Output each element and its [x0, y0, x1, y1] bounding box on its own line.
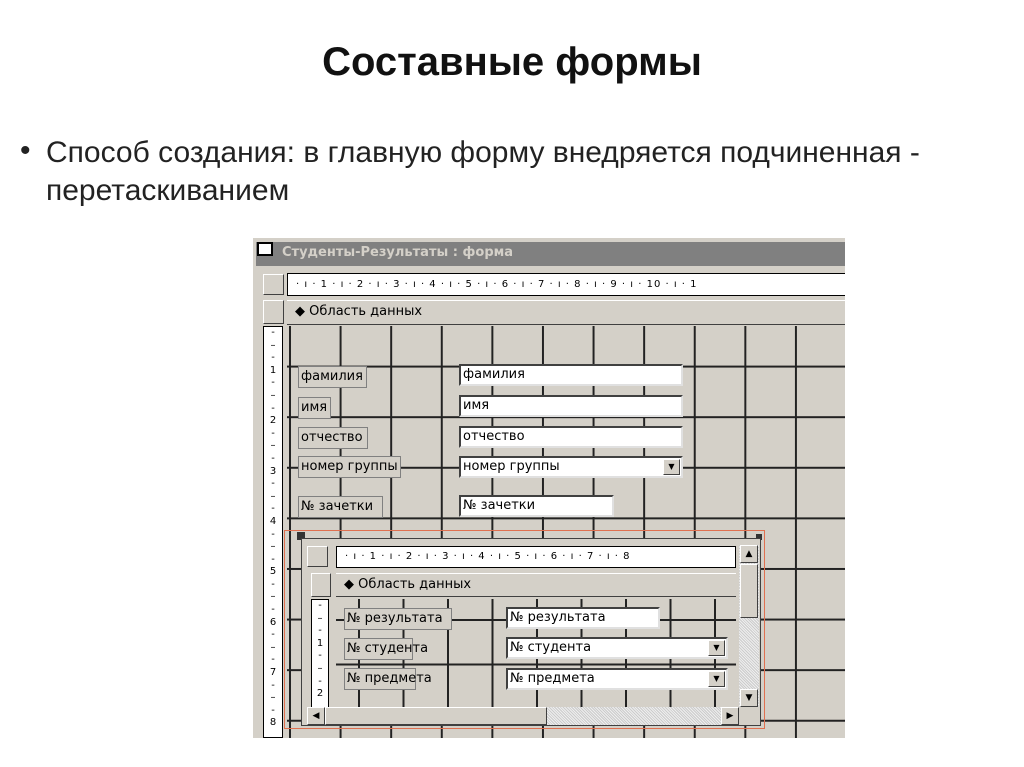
slide-title: Составные формы [322, 40, 702, 84]
collapse-arrow-icon: ◆ [295, 304, 305, 319]
ruler-tick: 2 [316, 688, 324, 700]
combobox-value: № предмета [510, 671, 595, 686]
ruler-tick: – [270, 490, 276, 502]
label-student-no[interactable]: № студента [344, 638, 413, 660]
section-label: Область данных [309, 304, 423, 319]
ruler-tick: - [271, 377, 275, 389]
ruler-tick: - [271, 427, 275, 439]
combobox-value: № студента [510, 640, 592, 655]
ruler-tick: - [318, 600, 322, 611]
ruler-tick: - [271, 629, 275, 641]
dropdown-arrow-icon[interactable]: ▼ [663, 459, 680, 475]
subform-vertical-ruler[interactable] [311, 599, 329, 709]
combobox-group[interactable] [459, 456, 683, 478]
textbox-result-no[interactable]: № результата [506, 607, 660, 629]
label-familiya[interactable]: фамилия [298, 366, 367, 388]
ruler-tick: - [318, 650, 322, 662]
ruler-tick: - [271, 327, 275, 338]
textbox-otchestvo[interactable]: отчество [459, 426, 683, 448]
label-zachetka[interactable]: № зачетки [298, 496, 383, 518]
subform-ruler[interactable]: · ı · 1 · ı · 2 · ı · 3 · ı · 4 · ı · 5 · ı · 6 · ı · 7 · ı · 8 [336, 546, 736, 568]
combobox-student-no[interactable] [506, 637, 728, 659]
ruler-tick: - [271, 679, 275, 691]
ruler-tick: – [270, 692, 276, 704]
textbox-familiya[interactable]: фамилия [459, 364, 683, 386]
ruler-tick: 1 [269, 364, 277, 376]
ruler-tick: – [270, 389, 276, 401]
ruler-tick: 3 [269, 465, 277, 477]
ruler-tick: – [270, 641, 276, 653]
ruler-tick: - [318, 675, 322, 687]
textbox-zachetka[interactable]: № зачетки [459, 495, 614, 517]
ruler-tick: - [271, 478, 275, 490]
window-title: Студенты-Результаты : форма [282, 245, 514, 260]
vertical-scrollbar[interactable] [739, 545, 759, 707]
ruler-tick: – [270, 440, 276, 452]
ruler-tick: - [271, 402, 275, 414]
scroll-thumb[interactable] [740, 564, 758, 618]
bullet-text: Способ создания: в главную форму внедряется подчиненная - перетаскиванием [46, 136, 920, 207]
ruler-tick: - [271, 604, 275, 616]
label-result-no[interactable]: № результата [344, 608, 452, 630]
ruler-tick: - [271, 503, 275, 515]
window-titlebar[interactable] [256, 242, 845, 266]
dropdown-arrow-icon[interactable]: ▼ [708, 671, 725, 687]
ruler-tick: – [270, 541, 276, 553]
form-icon [257, 242, 273, 256]
combobox-subject-no[interactable] [506, 668, 728, 690]
scroll-right-icon[interactable]: ▶ [721, 707, 739, 725]
subform-section-label: Область данных [358, 577, 472, 592]
ruler-tick: - [271, 553, 275, 565]
ruler-tick: – [270, 591, 276, 603]
section-header-detail[interactable] [287, 300, 845, 325]
ruler-tick: - [271, 528, 275, 540]
ruler-tick: 5 [269, 566, 277, 578]
ruler-tick: - [271, 578, 275, 590]
subform-section-selector[interactable] [311, 573, 331, 597]
combobox-value: номер группы [463, 459, 560, 474]
form-selector[interactable] [263, 274, 284, 295]
ruler-tick: 2 [269, 415, 277, 427]
vertical-ruler[interactable] [263, 326, 283, 738]
scroll-left-icon[interactable]: ◀ [307, 707, 325, 725]
label-otchestvo[interactable]: отчество [298, 427, 368, 449]
horizontal-ruler[interactable]: · ı · 1 · ı · 2 · ı · 3 · ı · 4 · ı · 5 · ı · 6 · ı · 7 · ı · 8 · ı · 9 · ı · 10 · ı · 1 [287, 273, 845, 296]
ruler-tick: - [271, 352, 275, 364]
scroll-thumb[interactable] [325, 707, 547, 725]
ruler-tick: – [270, 339, 276, 351]
collapse-arrow-icon: ◆ [344, 577, 354, 592]
dropdown-arrow-icon[interactable]: ▼ [708, 640, 725, 656]
ruler-tick: - [271, 654, 275, 666]
ruler-tick: - [318, 625, 322, 637]
subform-section-header[interactable] [336, 573, 736, 597]
ruler-tick: 4 [269, 515, 277, 527]
label-subject-no[interactable]: № предмета [344, 668, 416, 690]
scroll-down-icon[interactable]: ▼ [740, 689, 758, 707]
ruler-tick: 7 [269, 667, 277, 679]
ruler-tick: - [271, 704, 275, 716]
section-selector[interactable] [263, 300, 284, 324]
ruler-tick: – [317, 662, 323, 674]
label-imya[interactable]: имя [298, 397, 331, 419]
scroll-up-icon[interactable]: ▲ [740, 545, 758, 563]
ruler-tick: 6 [269, 616, 277, 628]
form-design-window [253, 238, 845, 738]
horizontal-scrollbar[interactable] [307, 707, 739, 726]
bullet-marker: • [20, 134, 31, 167]
subform-selector[interactable] [307, 546, 328, 567]
ruler-tick: 1 [316, 637, 324, 649]
ruler-tick: – [317, 612, 323, 624]
label-group[interactable]: номер группы [298, 456, 401, 478]
textbox-imya[interactable]: имя [459, 395, 683, 417]
ruler-tick: 8 [269, 717, 277, 729]
ruler-tick: - [271, 452, 275, 464]
subform-control[interactable] [301, 538, 761, 726]
